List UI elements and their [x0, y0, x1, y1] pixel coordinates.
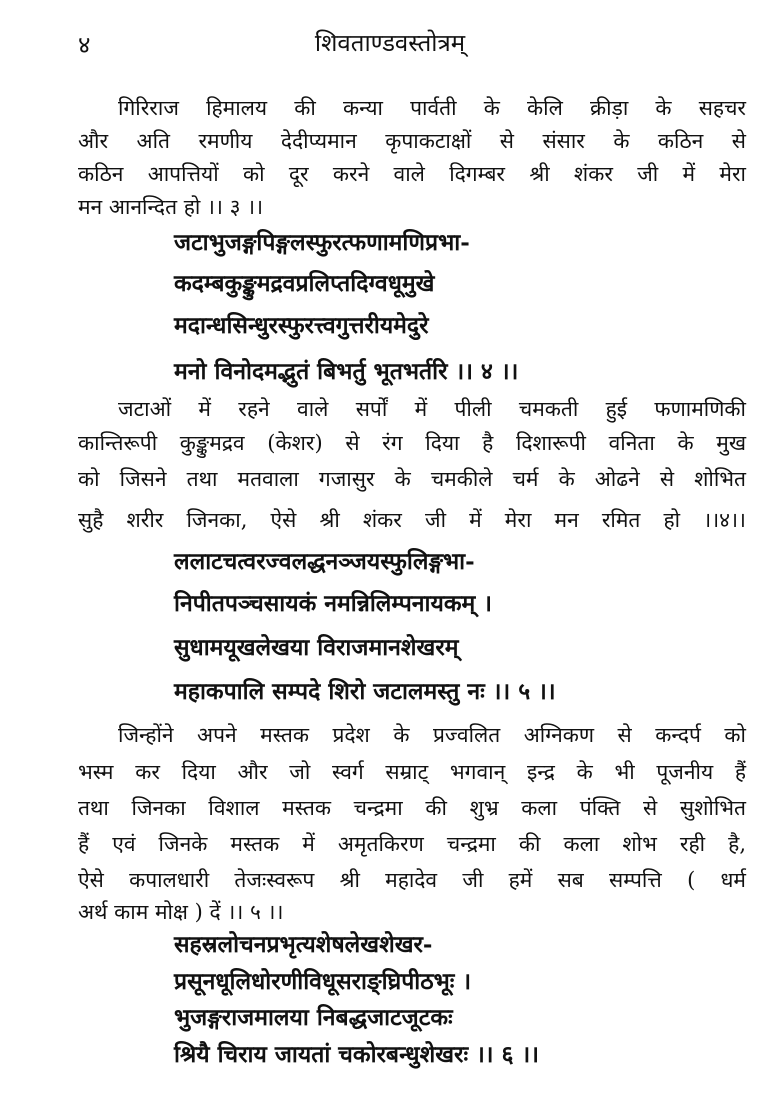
verse-line: महाकपालि सम्पदे शिरो जटालमस्तु नः ।। ५ ।।: [174, 678, 556, 705]
text-line: कान्तिरूपी कुङ्कुमद्रव (केशर) से रंग दिया है दिशारूपी वनिता के मुख: [78, 431, 746, 455]
verse-line: सहस्रलोचनप्रभृत्यशेषलेखशेखर-: [174, 931, 433, 958]
page-title: शिवताण्डवस्तोत्रम्: [314, 29, 466, 57]
text-line: भस्म कर दिया और जो स्वर्ग सम्राट् भगवान् इन्द्र के भी पूजनीय हैं: [78, 760, 746, 784]
text-line: मन आनन्दित हो ।। ३ ।।: [78, 195, 264, 219]
text-line: जिन्होंने अपने मस्तक प्रदेश के प्रज्वलित अग्निकण से कन्दर्प को: [118, 723, 746, 747]
text-line: तथा जिनका विशाल मस्तक चन्द्रमा की शुभ्र कला पंक्ति से सुशोभित: [78, 796, 746, 820]
verse-line: कदम्बकुङ्कुमद्रवप्रलिप्तदिग्वधूमुखे: [174, 270, 435, 297]
text-line: ऐसे कपालधारी तेजःस्वरूप श्री महादेव जी हमें सब सम्पत्ति ( धर्म: [78, 868, 746, 892]
verse-line: मनो विनोदमद्भुतं बिभर्तु भूतभर्तरि ।। ४ ।।: [174, 358, 519, 385]
text-line: कठिन आपत्तियों को दूर करने वाले दिगम्बर श्री शंकर जी में मेरा: [78, 162, 746, 186]
text-line: अर्थ काम मोक्ष ) दें ।। ५ ।।: [78, 900, 284, 924]
text-line: सुहै शरीर जिनका, ऐसे श्री शंकर जी में मेरा मन रमित हो ।।४।।: [78, 508, 746, 532]
verse-line: सुधामयूखलेखया विराजमानशेखरम्: [174, 634, 459, 661]
verse-line: प्रसूनधूलिधोरणीविधूसराङ्घ्रिपीठभूः ।: [174, 968, 472, 995]
page-number: ४: [78, 31, 91, 59]
text-line: जटाओं में रहने वाले सर्पों में पीली चमकती हुई फणामणिकी: [118, 397, 746, 421]
text-line: और अति रमणीय देदीप्यमान कृपाकटाक्षों से संसार के कठिन से: [78, 129, 746, 153]
verse-line: जटाभुजङ्गपिङ्गलस्फुरत्फणामणिप्रभा-: [174, 229, 470, 256]
text-line: गिरिराज हिमालय की कन्या पार्वती के केलि क्रीड़ा के सहचर: [118, 96, 746, 120]
verse-line: भुजङ्गराजमालया निबद्धजाटजूटकः: [174, 1004, 453, 1031]
text-line: हैं एवं जिनके मस्तक में अमृतकिरण चन्द्रमा की कला शोभ रही है,: [78, 832, 746, 856]
verse-line: मदान्धसिन्धुरस्फुरत्त्वगुत्तरीयमेदुरे: [174, 312, 429, 339]
text-line: को जिसने तथा मतवाला गजासुर के चमकीले चर्म के ओढने से शोभित: [78, 467, 746, 491]
verse-line: निपीतपञ्चसायकं नमन्निलिम्पनायकम् ।: [174, 590, 492, 617]
verse-line: श्रियै चिराय जायतां चकोरबन्धुशेखरः ।। ६ ।।: [174, 1041, 539, 1068]
verse-line: ललाटचत्वरज्वलद्धनञ्जयस्फुलिङ्गभा-: [174, 548, 475, 575]
